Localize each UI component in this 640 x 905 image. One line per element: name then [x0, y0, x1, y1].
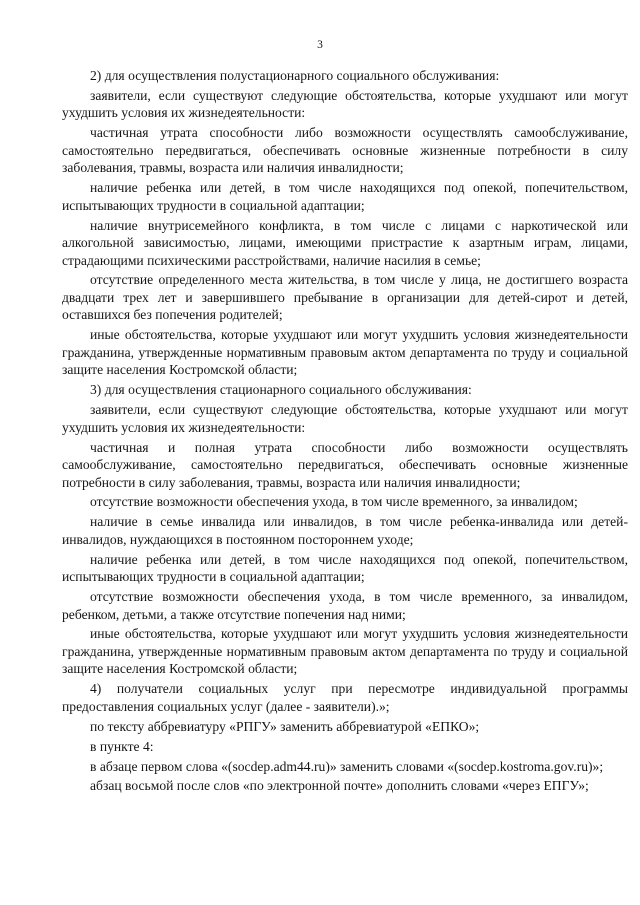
paragraph: иные обстоятельства, которые ухудшают или могут ухудшить условия жизнедеятельности гражданина, утвержденные нормативным правовым актом департамента по труду и социальной защите населения Костромской области; — [62, 327, 628, 378]
page-number: 3 — [317, 39, 323, 51]
paragraph: наличие в семье инвалида или инвалидов, в том числе ребенка-инвалида или детей-инвалидов, нуждающихся в постоянном постороннем уходе; — [62, 514, 628, 547]
paragraph: абзац восьмой после слов «по электронной почте» дополнить словами «через ЕПГУ»; — [90, 778, 589, 794]
document-body — [62, 67, 628, 795]
paragraph: 4) получатели социальных услуг при пересмотре индивидуальной программы предоставления социальных услуг (далее - заявители).»; — [62, 681, 628, 714]
paragraph: 2) для осуществления полустационарного социального обслуживания: — [90, 68, 500, 83]
paragraph: наличие ребенка или детей, в том числе находящихся под опекой, попечительством, испытывающих трудности в социальной адаптации; — [62, 551, 628, 585]
paragraph: наличие ребенка или детей, в том числе находящихся под опекой, попечительством, испытывающих трудности в социальной адаптации; — [62, 180, 628, 213]
paragraph: в абзаце первом слова «(socdep.adm44.ru)» заменить словами «(socdep.kostroma.gov.ru)»; — [90, 758, 604, 774]
paragraph: по тексту аббревиатуру «РПГУ» заменить аббревиатурой «ЕПКО»; — [90, 718, 480, 734]
paragraph: частичная утрата способности либо возможности осуществлять самообслуживание, самостоятельно передвигаться, обеспечивать основные жизненные потребности в силу заболевания, травмы, возраста или наличия инвалидности; — [62, 125, 628, 176]
paragraph: иные обстоятельства, которые ухудшают или могут ухудшить условия жизнедеятельности гражданина, утвержденные нормативным правовым актом департамента по труду и социальной защите населения Костромской области; — [62, 626, 628, 677]
paragraph: заявители, если существуют следующие обстоятельства, которые ухудшают или могут ухудшить условия их жизнедеятельности: — [62, 87, 628, 121]
paragraph: заявители, если существуют следующие обстоятельства, которые ухудшают или могут ухудшить условия их жизнедеятельности: — [62, 402, 628, 435]
paragraph: частичная и полная утрата способности либо возможности осуществлять самообслуживание, самостоятельно передвигаться, обеспечивать основные жизненные потребности в силу заболевания, травмы, возраста или наличия инвалидности; — [62, 439, 628, 490]
paragraph: 3) для осуществления стационарного социального обслуживания: — [90, 382, 472, 398]
paragraph: отсутствие определенного места жительства, в том числе у лица, не достигшего возраста двадцати трех лет и завершившего пребывание в организации для детей-сирот и детей, оставшихся без попечения родителей; — [62, 272, 628, 323]
paragraph: отсутствие возможности обеспечения ухода, в том числе временного, за инвалидом, ребенком, детьми, а также отсутствие попечения над ними; — [62, 589, 628, 622]
paragraph: отсутствие возможности обеспечения ухода, в том числе временного, за инвалидом; — [90, 494, 578, 510]
paragraph: наличие внутрисемейного конфликта, в том числе с лицами с наркотической или алкогольной зависимостью, лицами, имеющими пристрастие к азартным играм, лицами, страдающими психическими расстройствами, наличие насилия в семье; — [62, 217, 628, 268]
paragraph: в пункте 4: — [90, 738, 154, 754]
